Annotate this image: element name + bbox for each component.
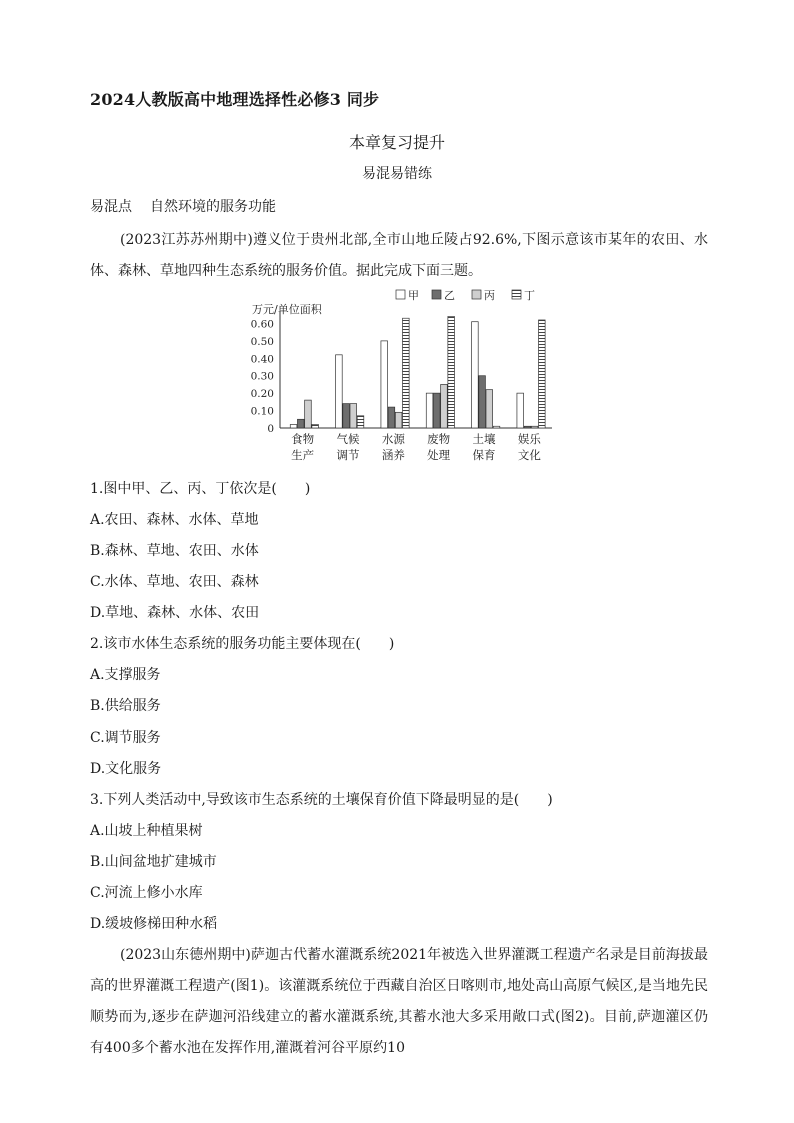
bar-丁 <box>312 425 319 428</box>
bar-丁 <box>448 316 455 428</box>
bar-甲 <box>290 425 297 428</box>
q1-stem: 1.图中甲、乙、丙、丁依次是( ) <box>90 481 311 497</box>
q2-option-b: B.供给服务 <box>90 698 161 714</box>
legend-label: 丙 <box>484 289 495 302</box>
bar-丙 <box>441 384 448 428</box>
bar-乙 <box>388 407 395 428</box>
bar-丁 <box>403 318 410 428</box>
x-tick-label: 水源 <box>381 432 405 446</box>
q2-option-d: D.文化服务 <box>90 761 162 777</box>
chapter-title: 本章复习提升 <box>348 133 445 152</box>
y-tick-label: 0.20 <box>250 388 274 401</box>
bar-丙 <box>305 400 312 428</box>
x-tick-label: 保育 <box>472 448 496 462</box>
legend-label: 甲 <box>408 289 419 302</box>
easy-point-title: 自然环境的服务功能 <box>150 199 276 215</box>
legend-swatch-丙 <box>472 290 481 299</box>
y-tick-label: 0 <box>267 423 274 435</box>
x-tick-label: 气候 <box>336 432 360 446</box>
q1-option-c: C.水体、草地、农田、森林 <box>90 574 259 590</box>
q3-option-c: C.河流上修小水库 <box>90 885 203 901</box>
bar-丙 <box>350 404 357 428</box>
q3-option-a: A.山坡上种植果树 <box>90 823 203 839</box>
x-tick-label: 处理 <box>427 448 451 462</box>
bar-乙 <box>433 393 440 428</box>
passage-1: (2023江苏苏州期中)遵义位于贵州北部,全市山地丘陵占92.6%,下图示意该市某年的农田、水体、森林、草地四种生态系统的服务价值。据此完成下面三题。 <box>90 232 708 279</box>
x-tick-label: 食物 <box>291 432 315 446</box>
doc-title: 2024人教版高中地理选择性必修3 同步 <box>90 90 380 109</box>
ecosystem-value-chart <box>246 286 556 468</box>
x-tick-label: 文化 <box>517 448 541 462</box>
q2-stem: 2.该市水体生态系统的服务功能主要体现在( ) <box>90 636 395 652</box>
bar-丁 <box>493 426 500 428</box>
bar-乙 <box>524 426 531 428</box>
bar-乙 <box>297 419 304 428</box>
bar-丙 <box>531 426 538 428</box>
q3-stem: 3.下列人类活动中,导致该市生态系统的土壤保育价值下降最明显的是( ) <box>90 792 553 808</box>
legend-swatch-甲 <box>396 290 405 299</box>
bar-丙 <box>395 412 402 428</box>
legend-label: 丁 <box>524 289 535 302</box>
x-tick-label: 废物 <box>427 432 451 446</box>
q2-option-a: A.支撑服务 <box>90 667 161 683</box>
bar-乙 <box>343 404 350 428</box>
bar-甲 <box>381 341 388 428</box>
bar-乙 <box>479 376 486 428</box>
easy-point-heading <box>90 196 276 216</box>
x-tick-label: 生产 <box>291 448 315 462</box>
x-tick-label: 土壤 <box>472 432 496 446</box>
y-tick-label: 0.50 <box>250 335 274 348</box>
y-axis-label: 万元/单位面积 <box>252 303 322 316</box>
bar-丁 <box>539 320 546 428</box>
legend-label: 乙 <box>444 289 455 302</box>
y-tick-label: 0.10 <box>250 405 274 418</box>
bar-甲 <box>472 322 479 428</box>
y-tick-label: 0.30 <box>250 370 274 383</box>
x-tick-label: 娱乐 <box>517 432 541 446</box>
q3-option-d: D.缓坡修梯田种水稻 <box>90 916 218 932</box>
y-tick-label: 0.40 <box>250 353 274 366</box>
bar-甲 <box>336 355 343 428</box>
passage-2: (2023山东德州期中)萨迦古代蓄水灌溉系统2021年被选入世界灌溉工程遗产名录是目前海拔最高的世界灌溉工程遗产(图1)。该灌溉系统位于西藏自治区日喀则市,地处高山高原气候区,是当地先民顺势而为,逐步在萨迦河沿线建立的蓄水灌溉系统,其蓄水池大多采用敞口式(图2)。目前,萨迦灌区仍有400多个蓄水池在发挥作用,灌溉着河谷平原约10 <box>90 947 708 1056</box>
bar-甲 <box>426 393 433 428</box>
legend-swatch-丁 <box>512 290 521 299</box>
bar-甲 <box>517 393 524 428</box>
q3-option-b: B.山间盆地扩建城市 <box>90 854 217 870</box>
legend-swatch-乙 <box>432 290 441 299</box>
y-tick-label: 0.60 <box>250 318 274 331</box>
q2-option-c: C.调节服务 <box>90 730 161 746</box>
x-tick-label: 涵养 <box>381 448 405 462</box>
bar-丙 <box>486 390 493 428</box>
q1-option-d: D.草地、森林、水体、农田 <box>90 605 260 621</box>
easy-point-label: 易混点 <box>90 199 132 215</box>
section-subhead: 易混易错练 <box>362 166 432 182</box>
q1-option-b: B.森林、草地、农田、水体 <box>90 543 259 559</box>
q1-option-a: A.农田、森林、水体、草地 <box>90 512 259 528</box>
bar-丁 <box>357 416 364 428</box>
x-tick-label: 调节 <box>336 448 360 462</box>
